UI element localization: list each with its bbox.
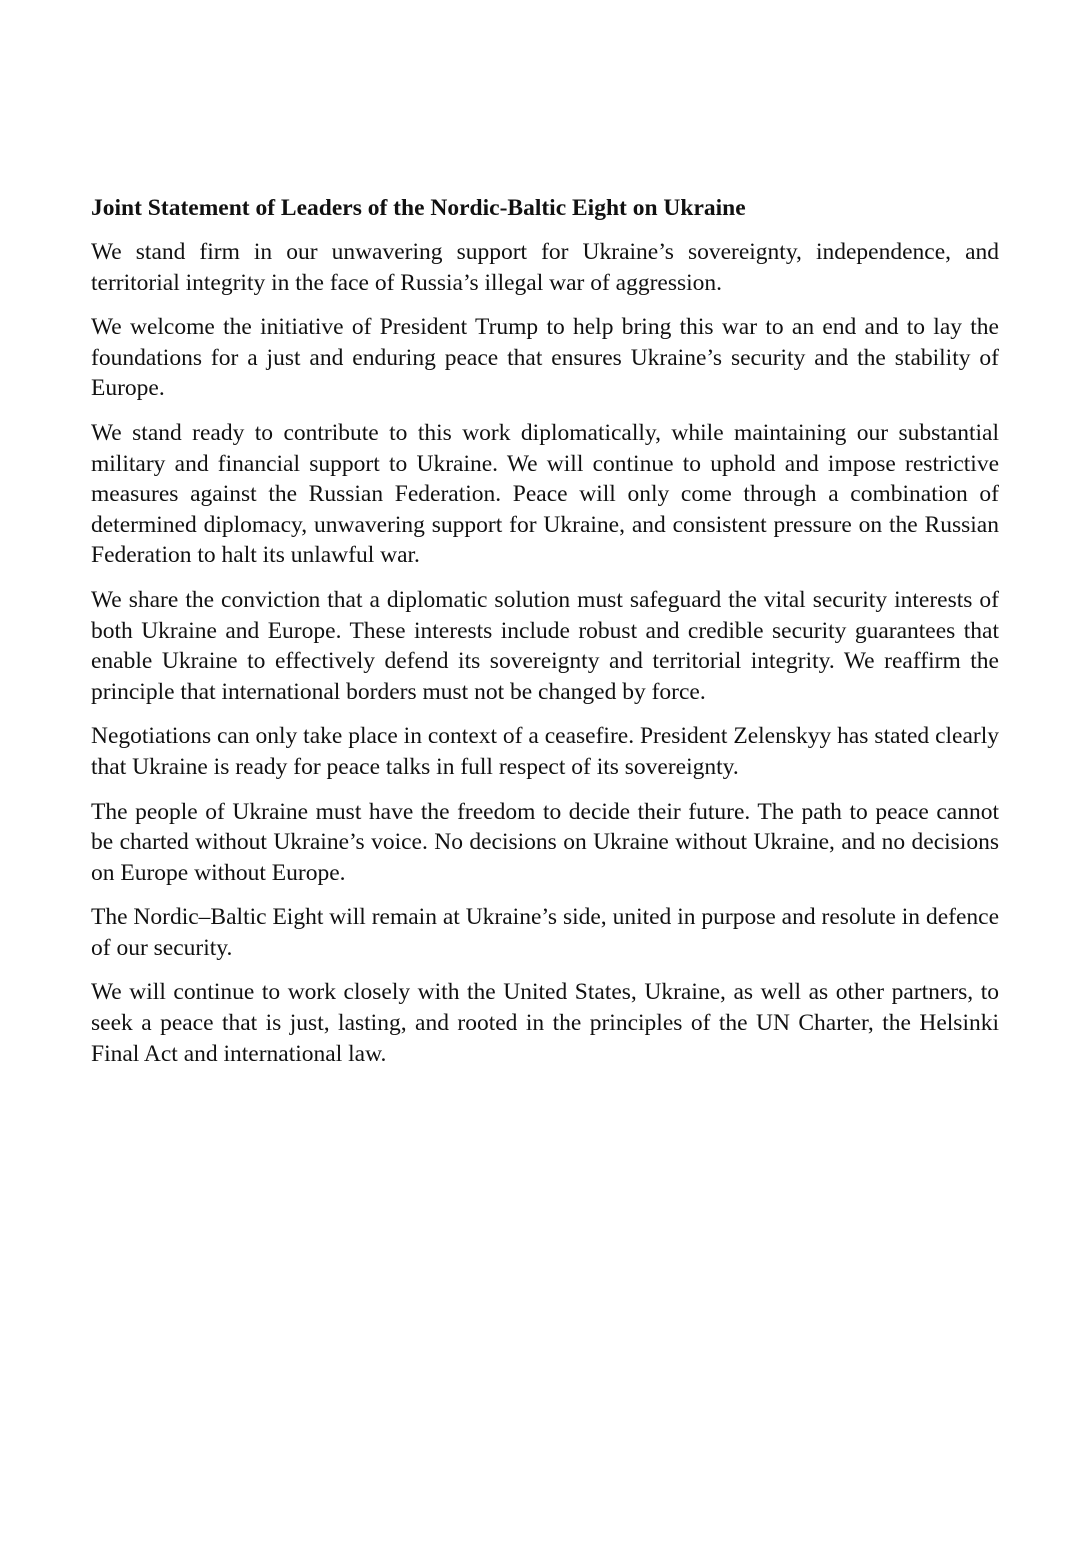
paragraph-security-interests: We share the conviction that a diplomatic solution must safeguard the vital security interests of both Ukraine and Europe. These interests include robust and credible security guarantees that enable Ukraine to effectively defend its sovereignty and territorial integrity. We reaffirm the principle that international borders must not be changed by force. [91,586,999,705]
paragraph-negotiations-ceasefire: Negotiations can only take place in context of a ceasefire. President Zelenskyy has stated clearly that Ukraine is ready for peace talks in full respect of its sovereignty. [91,723,999,780]
paragraph-work-with-partners: We will continue to work closely with the United States, Ukraine, as well as other partners, to seek a peace that is just, lasting, and rooted in the principles of the UN Charter, the Helsinki Final Act and international law. [91,979,999,1067]
paragraph-welcome-initiative: We welcome the initiative of President Trump to help bring this war to an end and to lay the foundations for a just and enduring peace that ensures Ukraine’s security and the stability of Europe. [91,314,999,402]
statement-body [91,192,999,1083]
paragraph-contribute-diplomatically: We stand ready to contribute to this work diplomatically, while maintaining our substantial military and financial support to Ukraine. We will continue to uphold and impose restrictive measures against the Russian Federation. Peace will only come through a combination of determined diplomacy, unwavering support for Ukraine, and consistent pressure on the Russian Federation to halt its unlawful war. [91,419,999,569]
paragraph-people-of-ukraine: The people of Ukraine must have the freedom to decide their future. The path to peace cannot be charted without Ukraine’s voice. No decisions on Ukraine without Ukraine, and no decisions on Europe without Europe. [91,798,999,886]
page-title: Joint Statement of Leaders of the Nordic-Baltic Eight on Ukraine [91,195,746,221]
paragraph-nordic-baltic-eight: The Nordic–Baltic Eight will remain at Ukraine’s side, united in purpose and resolute in defence of our security. [91,904,999,961]
paragraph-support-sovereignty: We stand firm in our unwavering support for Ukraine’s sovereignty, independence, and territorial integrity in the face of Russia’s illegal war of aggression. [91,239,999,296]
